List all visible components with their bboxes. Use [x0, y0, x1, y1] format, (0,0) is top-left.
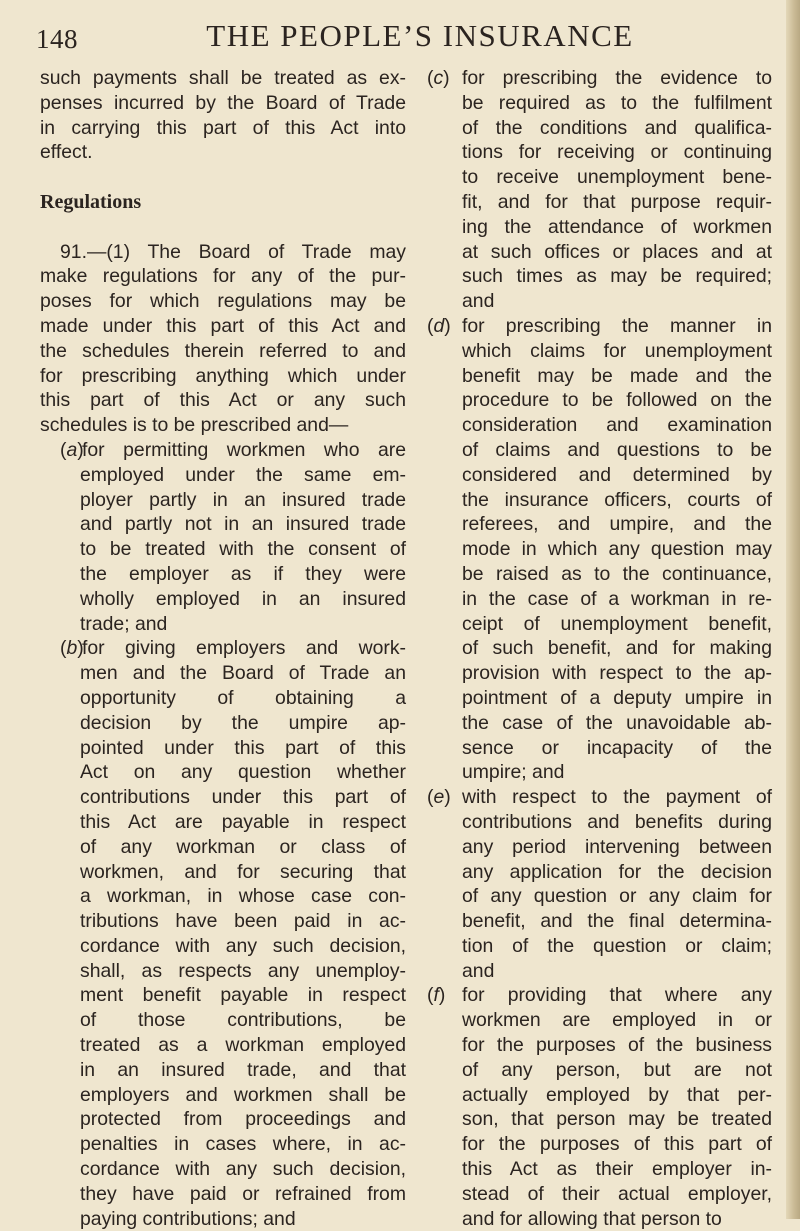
section-line: make regulations for any of the pur-: [40, 265, 406, 288]
section-line: this part of this Act or any such: [40, 389, 406, 412]
list-item-label: (f): [427, 984, 446, 1007]
list-item-line: procedure to be followed on the: [462, 389, 772, 412]
left-column: [40, 66, 406, 1231]
section-line: schedules is to be prescribed and—: [40, 414, 349, 437]
list-item-line: the insurance officers, courts of: [462, 488, 772, 511]
list-item-line: shall, as respects any unemploy-: [80, 959, 406, 982]
list-item-line: for the purposes of the business: [462, 1034, 772, 1057]
list-item-line: decision by the umpire ap-: [80, 711, 406, 734]
list-item-line: considered and determined by: [462, 463, 772, 486]
list-item-line: workmen, and for securing that: [80, 860, 406, 883]
list-item-line: the case of the unavoidable ab-: [462, 711, 772, 734]
list-item-line: of those contributions, be: [80, 1009, 406, 1032]
list-item-line: Act on any question whether: [80, 761, 406, 784]
section-line: for prescribing anything which under: [40, 364, 406, 387]
list-item-line: stead of their actual employer,: [462, 1182, 772, 1205]
list-item-line: this Act as their employer in-: [462, 1158, 772, 1181]
list-item-text: for prescribing the manner in: [462, 314, 772, 337]
list-item-line: be raised as to the continuance,: [462, 562, 772, 585]
list-item-line: they have paid or refrained from: [80, 1182, 406, 1205]
list-item-line: employed under the same em-: [80, 463, 406, 486]
list-item-line: benefit, and the final determina-: [462, 910, 772, 933]
list-item-line: protected from proceedings and: [80, 1108, 406, 1131]
list-item-line: and: [462, 290, 495, 313]
page-number: 148: [36, 24, 78, 54]
paragraph-gap: [40, 165, 406, 190]
page-header: [0, 18, 800, 58]
section-line: the schedules therein referred to and: [40, 339, 406, 362]
list-item-text: with respect to the payment of: [462, 786, 772, 809]
list-item-line: wholly employed in an insured: [80, 587, 406, 610]
list-item-line: of any person, but are not: [462, 1058, 772, 1081]
paragraph-line: in carrying this part of this Act into: [40, 116, 406, 139]
list-item-line: of any workman or class of: [80, 835, 406, 858]
list-item-line: contributions and benefits during: [462, 810, 772, 833]
list-item-line: treated as a workman employed: [80, 1034, 406, 1057]
running-head: THE PEOPLE’S INSURANCE: [206, 18, 634, 53]
right-column: [427, 66, 772, 1231]
list-item-line: umpire; and: [462, 761, 565, 784]
list-item-line: and partly not in an insured trade: [80, 513, 406, 536]
list-item-line: sence or incapacity of the: [462, 736, 772, 759]
list-item-line: men and the Board of Trade an: [80, 662, 406, 685]
section-line: 91.—(1) The Board of Trade may: [60, 240, 406, 263]
list-item-first-line: [427, 314, 772, 339]
list-item-line: and for allowing that person to: [462, 1207, 722, 1230]
list-item-line: of the conditions and qualifica-: [462, 116, 772, 139]
list-item-line: tions for receiving or continuing: [462, 141, 772, 164]
list-item-label: (c): [427, 67, 450, 89]
list-item-first-line: [40, 438, 406, 463]
list-item-line: any period intervening between: [462, 835, 772, 858]
list-item-line: trade; and: [80, 612, 168, 635]
list-item-label: (e): [427, 786, 451, 809]
list-item-line: actually employed by that per-: [462, 1083, 772, 1106]
paragraph-line: effect.: [40, 141, 93, 164]
section-heading: Regulations: [40, 190, 142, 213]
list-item-label: (b): [60, 637, 84, 660]
list-item-line: the employer as if they were: [80, 562, 406, 585]
list-item-line: pointment of a deputy umpire in: [462, 686, 772, 709]
list-item-line: ceipt of unemployment benefit,: [462, 612, 772, 635]
section-line: poses for which regulations may be: [40, 290, 406, 313]
list-item-line: fit, and for that purpose requir-: [462, 190, 772, 213]
paragraph-gap: [40, 215, 406, 240]
page-spine-shadow: [786, 0, 800, 1219]
list-item-line: cordance with any such decision,: [80, 1158, 406, 1181]
list-item-line: pointed under this part of this: [80, 736, 406, 759]
list-item-line: be required as to the fulfilment: [462, 91, 772, 114]
list-item-line: any application for the decision: [462, 860, 772, 883]
list-item-line: provision with respect to the ap-: [462, 662, 772, 685]
list-item-line: this Act are payable in respect: [80, 810, 406, 833]
list-item-line: consideration and examination: [462, 414, 772, 437]
section-line: made under this part of this Act and: [40, 314, 406, 337]
list-item-line: for the purposes of this part of: [462, 1133, 772, 1156]
list-item-line: workmen are employed in or: [462, 1009, 772, 1032]
list-item-line: ployer partly in an insured trade: [80, 488, 406, 511]
list-item-line: in an insured trade, and that: [80, 1058, 406, 1081]
list-item-line: penalties in cases where, in ac-: [80, 1133, 406, 1156]
list-item-text: for giving employers and work-: [82, 637, 406, 660]
list-item-line: a workman, in whose case con-: [80, 885, 406, 908]
list-item-first-line: [427, 785, 772, 810]
list-item-line: son, that person may be treated: [462, 1108, 772, 1131]
list-item-line: referees, and umpire, and the: [462, 513, 772, 536]
list-item-line: contributions under this part of: [80, 786, 406, 809]
list-item-line: employers and workmen shall be: [80, 1083, 406, 1106]
list-item-line: in the case of a workman in re-: [462, 587, 772, 610]
paragraph-line: such payments shall be treated as ex-: [40, 67, 406, 89]
list-item-line: to receive unemployment bene-: [462, 166, 772, 189]
list-item-line: tion of the question or claim;: [462, 934, 772, 957]
list-item-line: mode in which any question may: [462, 538, 772, 561]
paragraph-line: penses incurred by the Board of Trade: [40, 91, 406, 114]
list-item-text: for permitting workmen who are: [82, 438, 406, 461]
list-item-line: opportunity of obtaining a: [80, 686, 406, 709]
list-item-line: paying contributions; and: [80, 1207, 296, 1230]
list-item-line: cordance with any such decision,: [80, 934, 406, 957]
list-item-label: (d): [427, 314, 451, 337]
list-item-line: tributions have been paid in ac-: [80, 910, 406, 933]
list-item-line: ing the attendance of workmen: [462, 215, 772, 238]
list-item-line: of such benefit, and for making: [462, 637, 772, 660]
list-item-text: for providing that where any: [462, 984, 772, 1007]
list-item-text: for prescribing the evidence to: [462, 67, 772, 89]
list-item-label: (a): [60, 438, 84, 461]
list-item-line: to be treated with the consent of: [80, 538, 406, 561]
list-item-line: of claims and questions to be: [462, 438, 772, 461]
list-item-line: of any question or any claim for: [462, 885, 772, 908]
list-item-line: at such offices or places and at: [462, 240, 772, 263]
list-item-line: benefit may be made and the: [462, 364, 772, 387]
list-item-line: such times as may be required;: [462, 265, 772, 288]
list-item-first-line: [427, 983, 772, 1008]
list-item-line: which claims for unemployment: [462, 339, 772, 362]
list-item-first-line: [40, 636, 406, 661]
list-item-line: ment benefit payable in respect: [80, 984, 406, 1007]
list-item-line: and: [462, 959, 495, 982]
list-item-first-line: [427, 66, 772, 91]
